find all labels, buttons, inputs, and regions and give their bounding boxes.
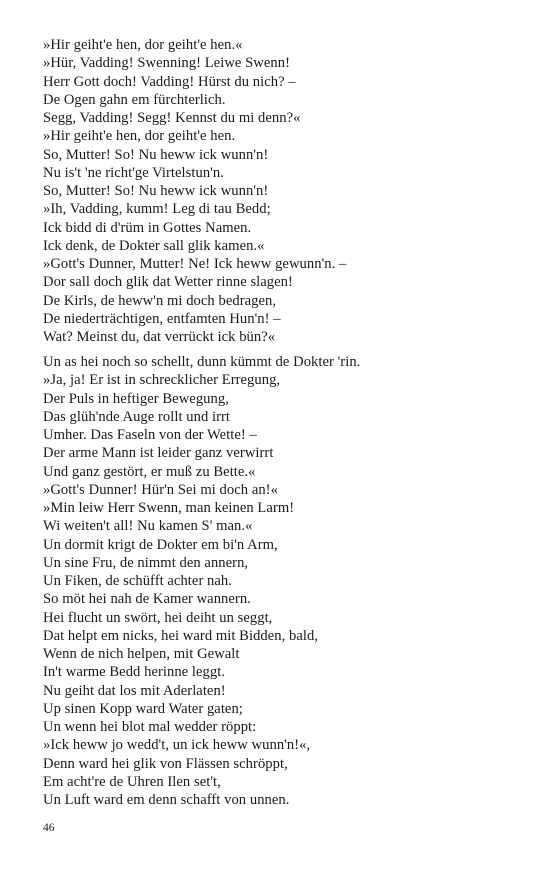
stanza-1	[43, 36, 523, 346]
poem-line: Ick bidd di d'rüm in Gottes Namen.	[43, 219, 252, 236]
poem-line: »Ih, Vadding, kumm! Leg di tau Bedd;	[43, 201, 271, 218]
poem-line: Wenn de nich helpen, mit Gewalt	[43, 646, 240, 662]
poem-line: Ick denk, de Dokter sall glik kamen.«	[43, 237, 265, 254]
poem-line: Up sinen Kopp ward Water gaten;	[43, 700, 243, 717]
poem-line: »Min leiw Herr Swenn, man keinen Larm!	[43, 500, 295, 516]
poem-line: De niederträchtigen, entfamten Hun'n! –	[43, 310, 281, 327]
poem-line: Dor sall doch glik dat Wetter rinne slagen!	[43, 274, 293, 291]
poem-line: »Hir geiht'e hen, dor geiht'e hen.«	[43, 37, 243, 53]
poem-line: Un Luft ward em denn schafft von unnen.	[43, 792, 290, 808]
poem-line: Nu is't 'ne richt'ge Virtelstun'n.	[43, 164, 224, 181]
poem-line: »Gott's Dunner, Mutter! Ne! Ick heww gewunn'n. –	[43, 256, 347, 272]
poem-line: Das glüh'nde Auge rollt und irrt	[43, 408, 231, 425]
poem-line: Un dormit krigt de Dokter em bi'n Arm,	[43, 536, 278, 553]
poem-line: Dat helpt em nicks, hei ward mit Bidden, bald,	[43, 627, 319, 644]
poem-line: Wi weiten't all! Nu kamen S' man.«	[43, 518, 253, 535]
poem-line: Umher. Das Faseln von der Wette! –	[43, 427, 257, 443]
poem-line: Denn ward hei glik von Flässen schröppt,	[43, 755, 288, 772]
poem-line: »Gott's Dunner! Hür'n Sei mi doch an!«	[43, 481, 278, 498]
poem-line: Un as hei noch so schellt, dunn kümmt de Dokter 'rin.	[43, 354, 361, 370]
stanza-2	[43, 353, 523, 809]
poem-line: Nu geiht dat los mit Aderlaten!	[43, 682, 226, 699]
poem-line: Segg, Vadding! Segg! Kennst du mi denn?«	[43, 110, 301, 126]
poem-line: In't warme Bedd herinne leggt.	[43, 664, 226, 681]
poem-line: Un sine Fru, de nimmt den annern,	[43, 554, 249, 571]
poem-line: So, Mutter! So! Nu heww ick wunn'n!	[43, 183, 269, 199]
poem-line: »Hir geiht'e hen, dor geiht'e hen.	[43, 128, 236, 145]
poem-line: Un Fiken, de schüfft achter nah.	[43, 573, 232, 589]
poem-line: So, Mutter! So! Nu heww ick wunn'n!	[43, 146, 269, 163]
poem-line: »Hür, Vadding! Swenning! Leiwe Swenn!	[43, 55, 291, 72]
poem-line: »Ja, ja! Er ist in schrecklicher Erregung,	[43, 372, 281, 389]
poem-line: Der arme Mann ist leider ganz verwirrt	[43, 445, 274, 462]
poem-line: Herr Gott doch! Vadding! Hürst du nich? –	[43, 73, 296, 90]
poem-line: Wat? Meinst du, dat verrückt ick bün?«	[43, 329, 276, 345]
poem-line: Hei flucht un swört, hei deiht un seggt,	[43, 609, 273, 626]
poem-line: De Ogen gahn em fürchterlich.	[43, 91, 226, 108]
poem-line: Em acht're de Uhren Ilen set't,	[43, 773, 221, 790]
poem-line: Der Puls in heftiger Bewegung,	[43, 390, 229, 407]
poem-line: »Ick heww jo wedd't, un ick heww wunn'n!«,	[43, 737, 311, 754]
page-number: 46	[43, 822, 55, 834]
poem-line: Un wenn hei blot mal wedder röppt:	[43, 719, 257, 735]
poem-line: De Kirls, de heww'n mi doch bedragen,	[43, 292, 277, 309]
poem-line: So möt hei nah de Kamer wannern.	[43, 591, 251, 608]
poem-line: Und ganz gestört, er muß zu Bette.«	[43, 463, 256, 480]
